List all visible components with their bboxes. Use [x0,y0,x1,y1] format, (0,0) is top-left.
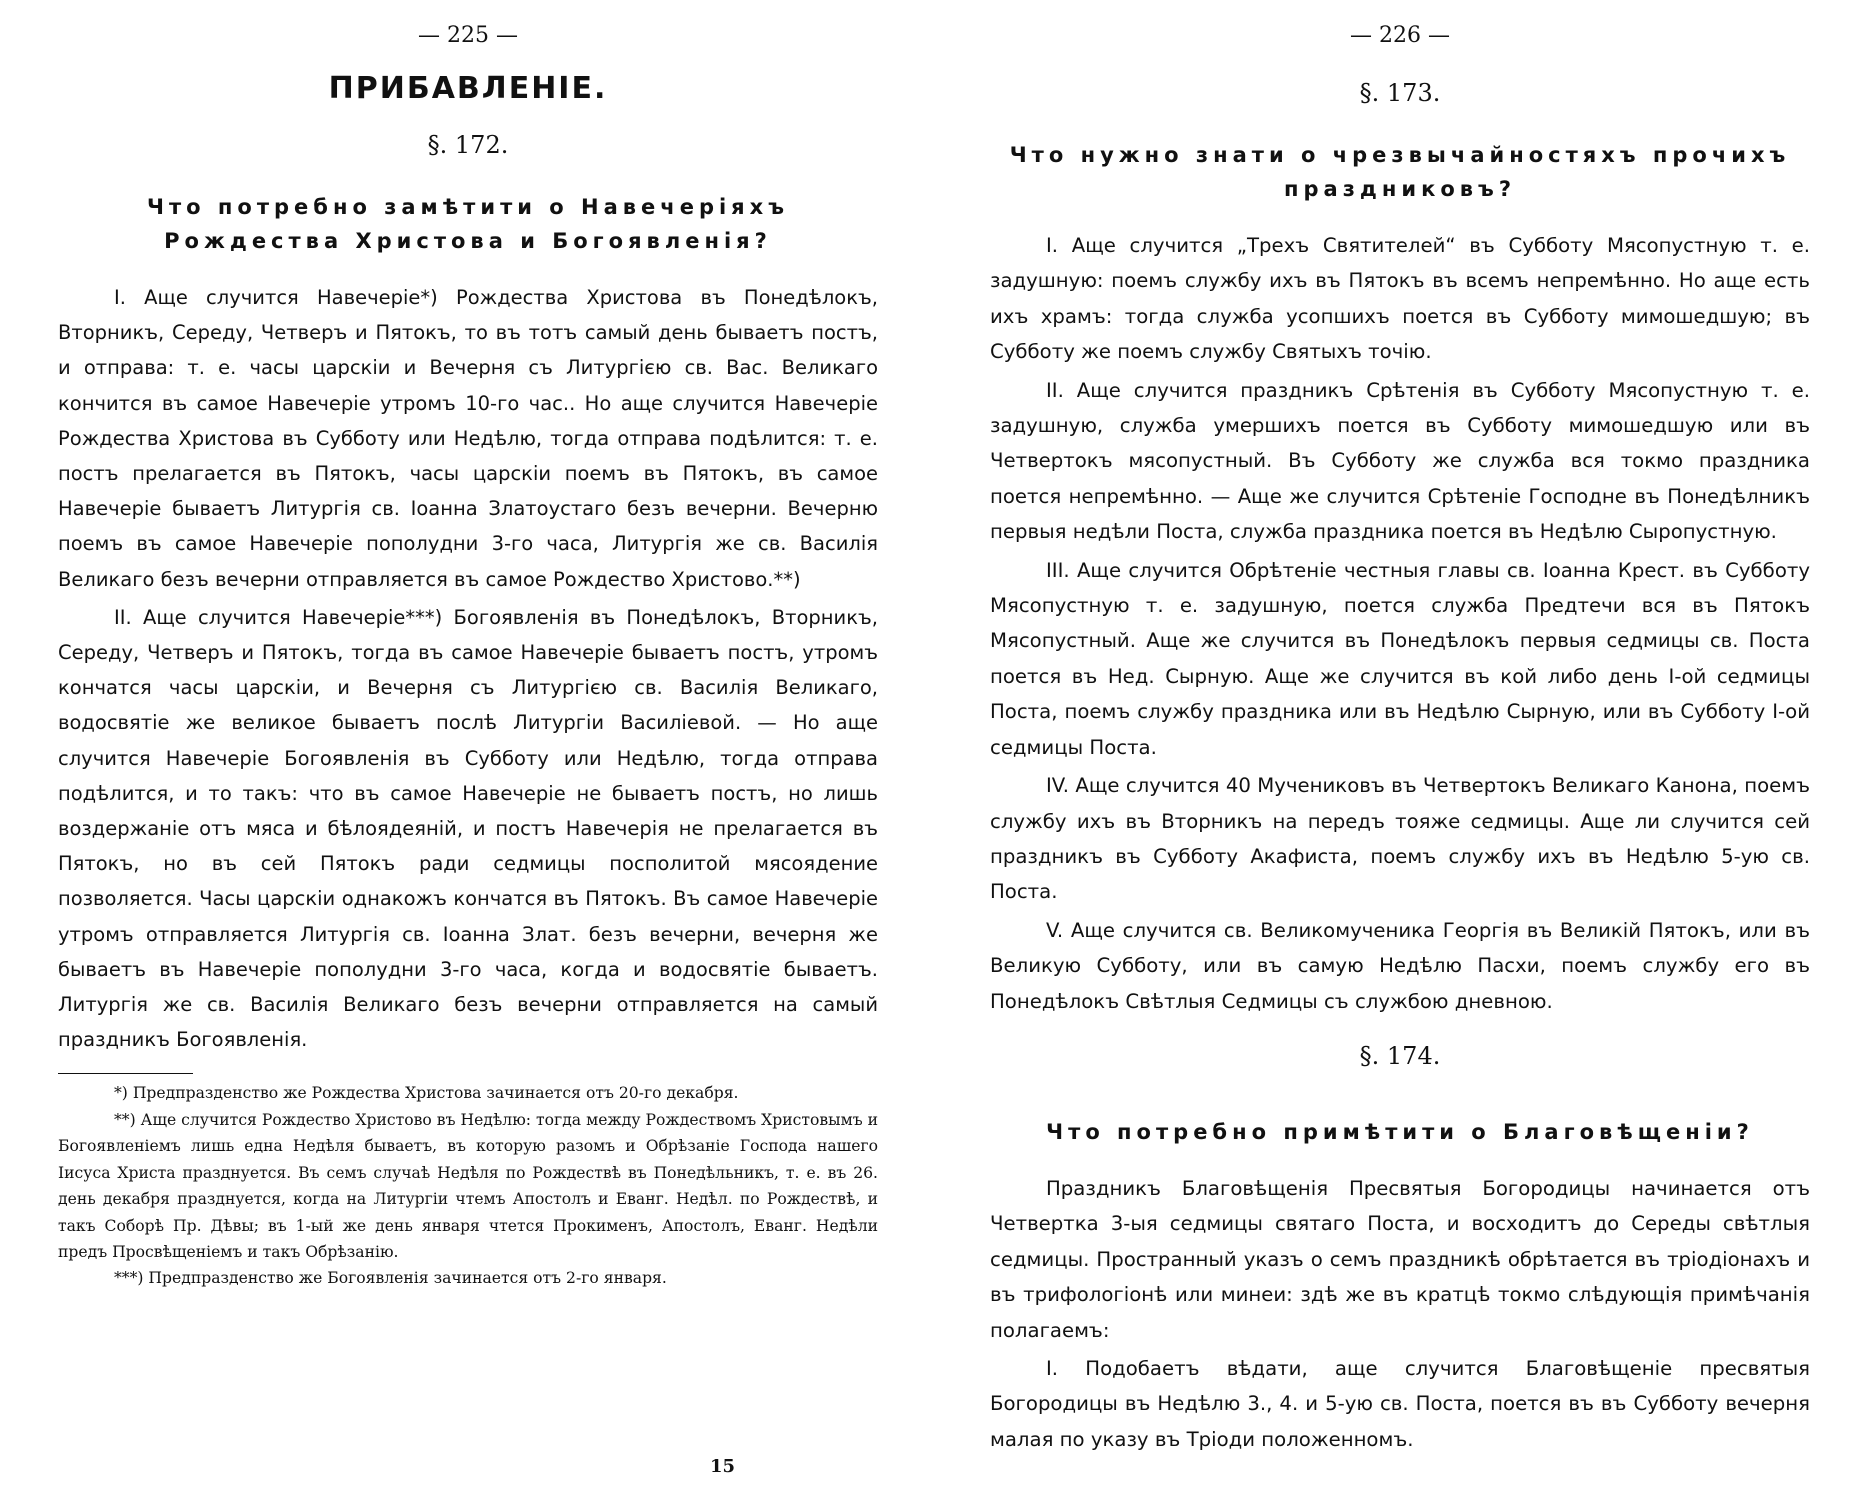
page-number-right: — 226 — [1350,23,1450,48]
footnote: *) Предпразденство же Рождества Христова зачинается отъ 20-го декабря. [114,1084,739,1103]
paragraph: IV. Аще случится 40 Мучениковъ въ Четвертокъ Великаго Канона, поемъ службу ихъ въ Вторникъ на передъ тояже седмицы. Аще ли случится сей праздникъ въ Субботу Акафиста, поемъ службу ихъ въ Недѣлю 5-ую св. Поста. [990,774,1810,904]
section-172: §. 172. [427,131,509,159]
footnote: ***) Предпразденство же Богоявленія зачинается отъ 2-го января. [114,1269,667,1288]
paragraph: I. Аще случится Навечеріе*) Рождества Христова въ Понедѣлокъ, Вторникъ, Середу, Четверъ и Пятокъ, то въ тотъ самый день бываетъ постъ, и отправа: т. е. часы царскіи и Вечерня съ Литургією св. Вас. Великаго кончится въ самое Навечеріе утромъ 10-го час.. Но аще случится Навечеріе Рождества Христова въ Субботу или Недѣлю, тогда отправа подѣлится: т. е. постъ прелагается въ Пятокъ, часы царскіи поемъ въ Пятокъ, въ самое Навечеріе бываетъ Литургія св. Іоанна Златоустаго безъ вечерни. Вечерню поемъ въ самое Навечеріе пополудни 3-го часа, Литургія же св. Василія Великаго безъ вечерни отправляется въ самое Рождество Христово.**) [58,286,878,591]
signature-mark: 15 [709,1456,735,1477]
section-173: §. 173. [1359,79,1441,107]
heading-173: Что нужно знати о чрезвычайностяхъ прочихъ праздниковъ? [1009,143,1791,201]
heading-172: Что потребно замѣтити о Навечеріяхъ Рождества Христова и Богоявленія? [147,195,789,253]
page-number-left: — 225 — [418,23,518,48]
paragraph: V. Аще случится св. Великомученика Георгія въ Великій Пятокъ, или въ Великую Субботу, или въ самую Недѣлю Пасхи, поемъ службу его въ Понедѣлокъ Свѣтлыя Седмицы съ службою дневною. [990,918,1810,1013]
paragraph: I. Аще случится „Трехъ Святителей“ въ Субботу Мясопустную т. е. задушную: поемъ службу ихъ въ Пятокъ въ всемъ непремѣнно. Но аще есть ихъ храмъ: тогда служба усопшихъ поется въ Субботу мимошедшую; въ Субботу же поемъ службу Святыхъ точію. [990,234,1810,364]
right-page [930,0,1860,1500]
paragraph: II. Аще случится Навечеріе***) Богоявленія въ Понедѣлокъ, Вторникъ, Середу, Четверъ и Пятокъ, тогда въ самое Навечеріе бываетъ постъ, утромъ кончатся часы царскіи, и Вечерня съ Литургією св. Василія Великаго, водосвятіе же великое бываетъ послѣ Литургіи Василіевой. — Но аще случится Навечеріе Богоявленія въ Субботу или Недѣлю, тогда отправа подѣлится, и то такъ: что въ самое Навечеріе не бываетъ постъ, но лишь воздержаніе отъ мяса и бѣлоядеяній, и постъ Навечерія не прелагается въ Пятокъ, но въ сей Пятокъ ради седмицы посполитой мясоядение позволяется. Часы царскіи однакожъ кончатся въ Пятокъ. Въ самое Навечеріе утромъ отправляется Литургія св. Іоанна Злат. безъ вечерни, вечерня же бываетъ въ Навечеріе пополудни 3-го часа, когда и водосвятіе бываетъ. Литургія же св. Василія Великаго безъ вечерни отправляется на самый праздникъ Богоявленія. [58,605,878,1052]
footnote-rule [58,1073,193,1074]
heading-174: Что потребно примѣтити о Благовѣщеніи? [1046,1119,1754,1144]
paragraph: III. Аще случится Обрѣтеніе честныя главы св. Іоанна Крест. въ Субботу Мясопустную т. е. задушную, поется служба Предтечи вся въ Пятокъ Мясопустный. Аще же случится въ Понедѣлокъ первыя седмицы св. Поста поется въ Нед. Сырную. Аще же случится въ кой либо день І-ой седмицы Поста, поемъ службу праздника или въ Недѣлю Сырную, или въ Субботу І-ой седмицы Поста. [990,558,1810,759]
section-174: §. 174. [1359,1041,1441,1070]
paragraph: II. Аще случится праздникъ Срѣтенія въ Субботу Мясопустную т. е. задушную, служба умершихъ поется въ Субботу мимошедшую или въ Четвертокъ мясопустный. Въ Субботу же служба вся токмо праздника поется непремѣнно. — Аще же случится Срѣтеніе Господне въ Понедѣлникъ первыя недѣли Поста, служба праздника поется въ Недѣлю Сыропустную. [990,378,1810,544]
appendix-title: ПРИБАВЛЕНІЕ. [328,71,608,106]
paragraph: Праздникъ Благовѣщенія Пресвятыя Богородицы начинается отъ Четвертка 3-ыя седмицы святаго Поста, и восходитъ до Середы свѣтлыя седмицы. Пространный указъ о семъ праздникѣ обрѣтается въ тріодіонахъ и въ трифологіонѣ или минеи: здѣ же въ кратцѣ токмо слѣдующія примѣчанія полагаемъ: [990,1176,1810,1342]
footnote: **) Аще случится Рождество Христово въ Недѣлю: тогда между Рождествомъ Христовымъ и Богоявленіемъ лишь една Недѣля бываетъ, въ которую разомъ и Обрѣзаніе Господа нашего Іисуса Христа празднуется. Въ семъ случаѣ Недѣля по Рождествѣ въ Понедѣльникъ, т. е. въ 26. день декабря празднуется, когда на Литургіи чтемъ Апостолъ и Еванг. Недѣл. по Рождествѣ, и такъ Соборѣ Пр. Дѣвы; въ 1-ый же день января чтется Прокименъ, Апостолъ, Еванг. Недѣли предъ Просвѣщеніемъ и такъ Обрѣзанію. [58,1110,878,1261]
paragraph: I. Подобаетъ вѣдати, аще случится Благовѣщеніе пресвятыя Богородицы въ Недѣлю 3., 4. и 5-ую св. Поста, поется въ въ Субботу вечерня малая по указу въ Тріоди положенномъ. [990,1356,1810,1451]
